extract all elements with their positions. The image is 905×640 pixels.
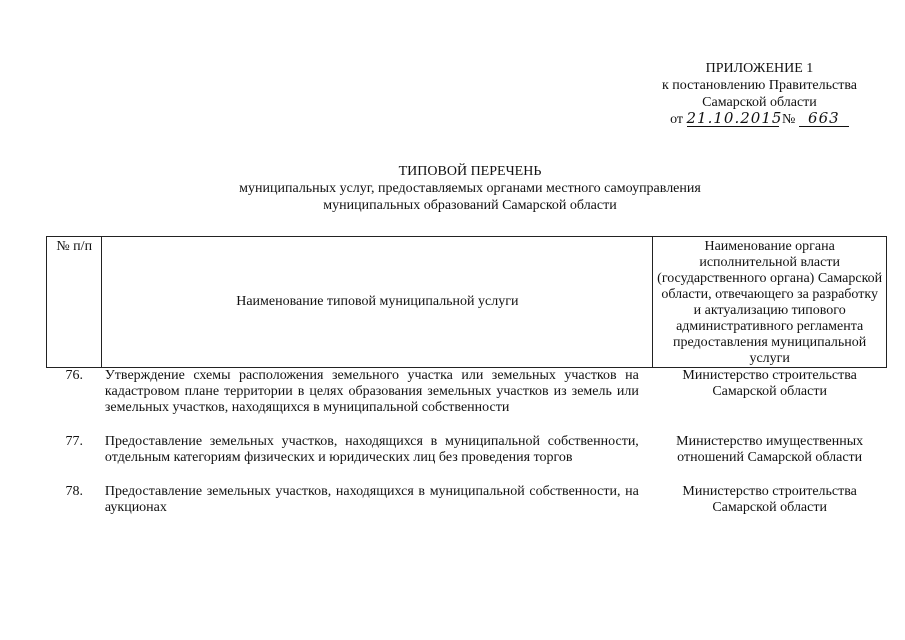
document-title: ТИПОВОЙ ПЕРЕЧЕНЬ <box>398 164 542 179</box>
appendix-block <box>662 60 857 128</box>
table-row <box>47 434 887 484</box>
appendix-title: ПРИЛОЖЕНИЕ 1 <box>705 61 814 76</box>
row-organ: Министерство имущественных отношений Самарской области <box>676 434 864 465</box>
appendix-date-number-line <box>662 111 857 128</box>
header-number: № п/п <box>47 237 102 368</box>
row-service: Утверждение схемы расположения земельного участка или земельных участков на кадастровом плане территории в целях образования земельных участков из земель или земельных участков, находящихся в муниципальной собственности <box>104 368 639 415</box>
services-table <box>46 236 887 534</box>
table-header-row <box>47 237 887 368</box>
header-service: Наименование типовой муниципальной услуги <box>102 237 653 368</box>
row-organ: Министерство строительства Самарской области <box>682 484 857 515</box>
appendix-region-line: Самарской области <box>702 95 817 110</box>
document-subtitle-2: муниципальных образований Самарской области <box>323 198 617 213</box>
row-service: Предоставление земельных участков, находящихся в муниципальной собственности, отдельным категориям физических и юридических лиц без проведения торгов <box>104 434 639 465</box>
row-number: 78. <box>65 484 83 499</box>
document-subtitle-1: муниципальных услуг, предоставляемых органами местного самоуправления <box>239 181 701 196</box>
row-service: Предоставление земельных участков, находящихся в муниципальной собственности, на аукционах <box>104 484 639 515</box>
resolution-number: 663 <box>799 111 849 127</box>
resolution-date: 21.10.2015 <box>686 109 783 127</box>
header-organ: Наименование органа исполнительной власти (государственного органа) Самарской области, отвечающего за разработку и актуализацию типового административного регламента предоставления муниципальной услуги <box>653 237 887 368</box>
table-row <box>47 484 887 534</box>
row-number: 77. <box>65 434 83 449</box>
number-prefix: № <box>782 112 796 127</box>
row-number: 76. <box>65 368 83 383</box>
appendix-resolution-line: к постановлению Правительства <box>661 78 857 93</box>
table-row <box>47 368 887 435</box>
date-prefix: от <box>670 112 684 127</box>
row-organ: Министерство строительства Самарской области <box>682 368 857 399</box>
document-title-block <box>160 163 780 214</box>
